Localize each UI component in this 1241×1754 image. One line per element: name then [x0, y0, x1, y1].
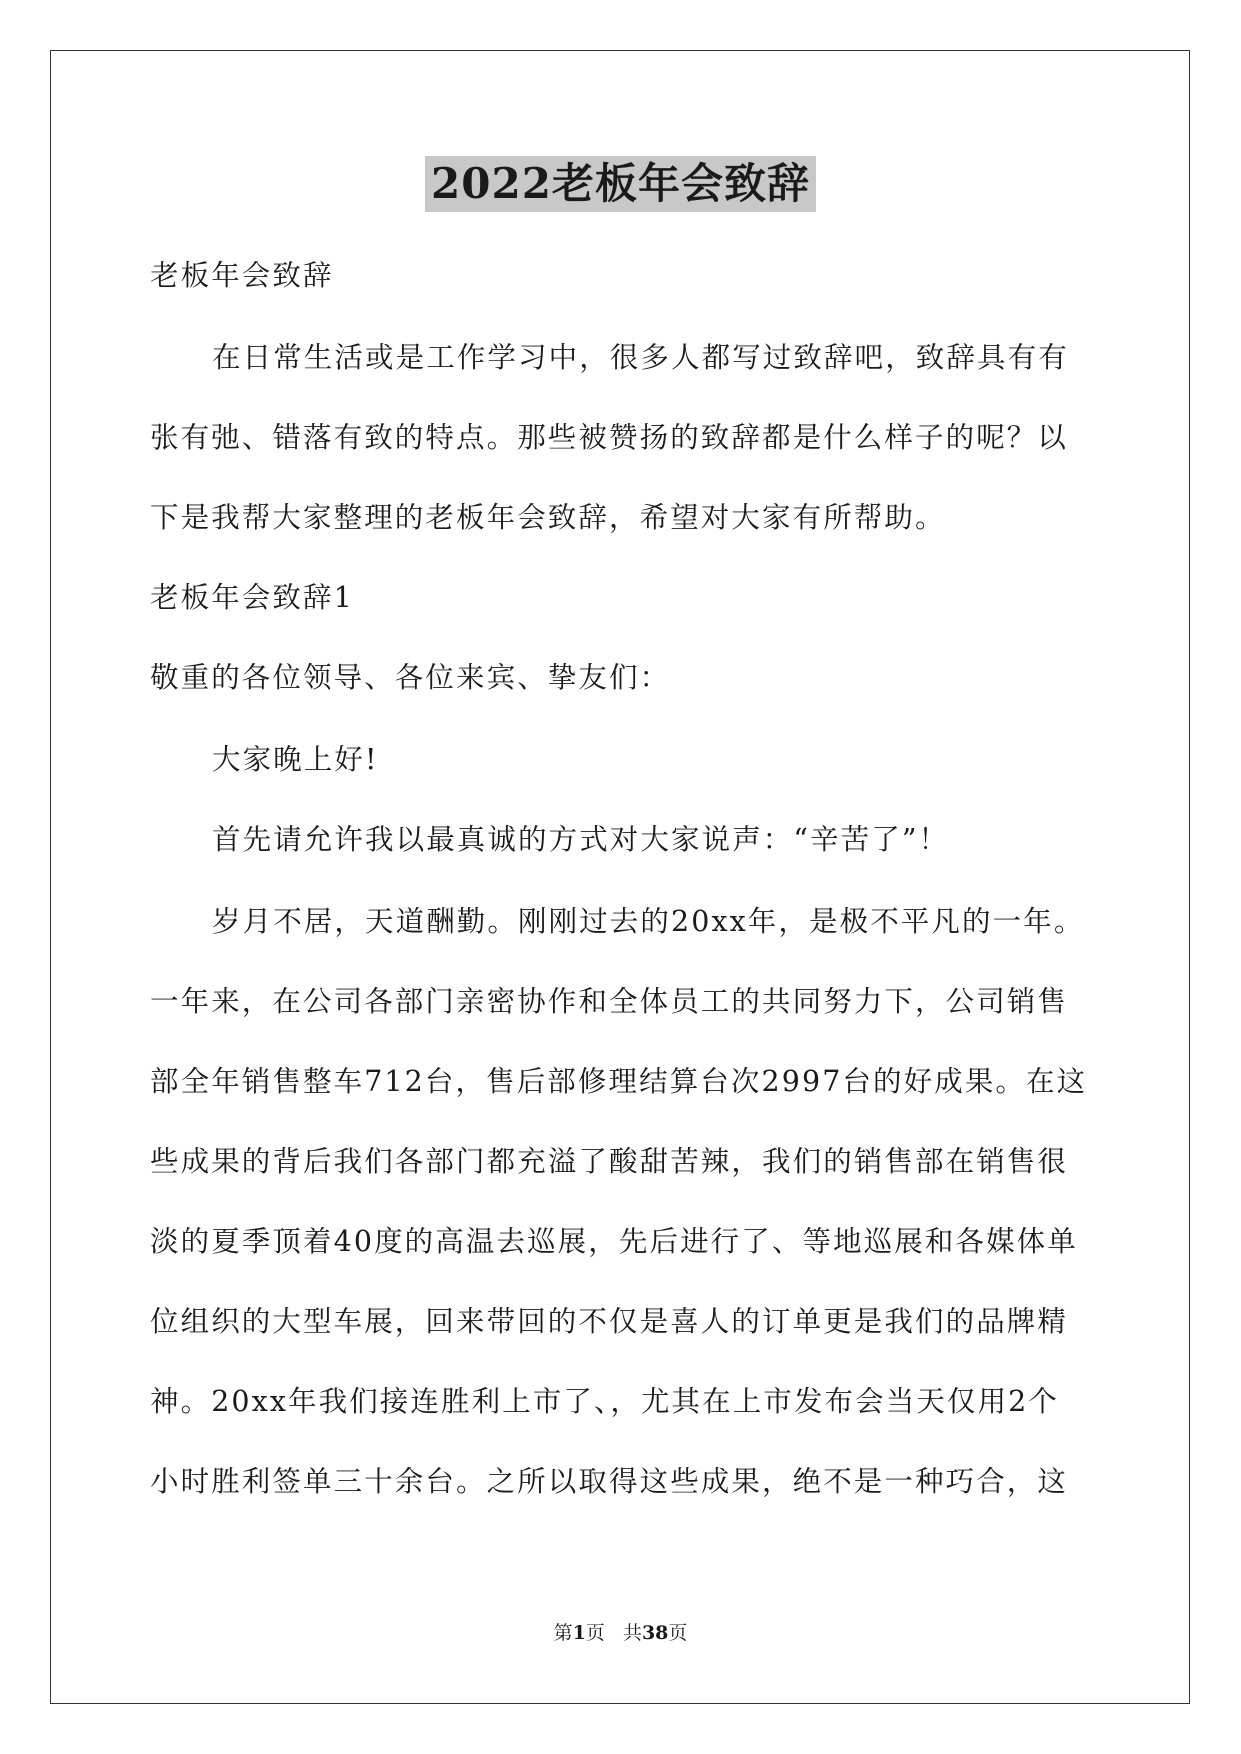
paragraph-line: 些成果的背后我们各部门都充溢了酸甜苦辣，我们的销售部在销售很: [150, 1145, 1069, 1178]
paragraph-line: 张有弛、错落有致的特点。那些被赞扬的致辞都是什么样子的呢？以: [150, 421, 1069, 454]
salutation-line: 敬重的各位领导、各位来宾、挚友们：: [150, 661, 671, 694]
paragraph-line: 部全年销售整车712台，售后部修理结算台次2997台的好成果。在这: [150, 1065, 1088, 1098]
title-container: [0, 156, 1241, 212]
paragraph-line: 下是我帮大家整理的老板年会致辞，希望对大家有所帮助。: [150, 501, 946, 534]
page-current-number: 1: [572, 1622, 586, 1644]
paragraph-line: 淡的夏季顶着40度的高温去巡展，先后进行了、等地巡展和各媒体单: [150, 1225, 1078, 1258]
page-label-suffix: 页: [668, 1622, 688, 1644]
paragraph-line: 岁月不居，天道酬勤。刚刚过去的20xx年，是极不平凡的一年。: [212, 905, 1085, 938]
paragraph-line: 首先请允许我以最真诚的方式对大家说声：“辛苦了”！: [212, 823, 950, 856]
section-heading: 老板年会致辞1: [150, 581, 354, 614]
paragraph-line: 小时胜利签单三十余台。之所以取得这些成果，绝不是一种巧合，这: [150, 1465, 1069, 1498]
page-footer: [0, 1620, 1241, 1646]
page-total-number: 38: [641, 1622, 669, 1644]
page-border: [50, 50, 1190, 1704]
paragraph-line: 神。20xx年我们接连胜利上市了、，尤其在上市发布会当天仅用2个: [150, 1385, 1059, 1418]
paragraph-line: 位组织的大型车展，回来带回的不仅是喜人的订单更是我们的品牌精: [150, 1305, 1069, 1338]
greeting-line: 大家晚上好!: [212, 743, 379, 776]
paragraph-line: 在日常生活或是工作学习中，很多人都写过致辞吧，致辞具有有: [212, 341, 1069, 374]
page-label-prefix: 第: [553, 1622, 573, 1644]
page-label-mid: 页 共: [585, 1622, 642, 1644]
paragraph-line: 一年来，在公司各部门亲密协作和全体员工的共同努力下，公司销售: [150, 985, 1069, 1018]
document-title: 2022老板年会致辞: [425, 156, 816, 212]
section-heading: 老板年会致辞: [150, 259, 334, 292]
